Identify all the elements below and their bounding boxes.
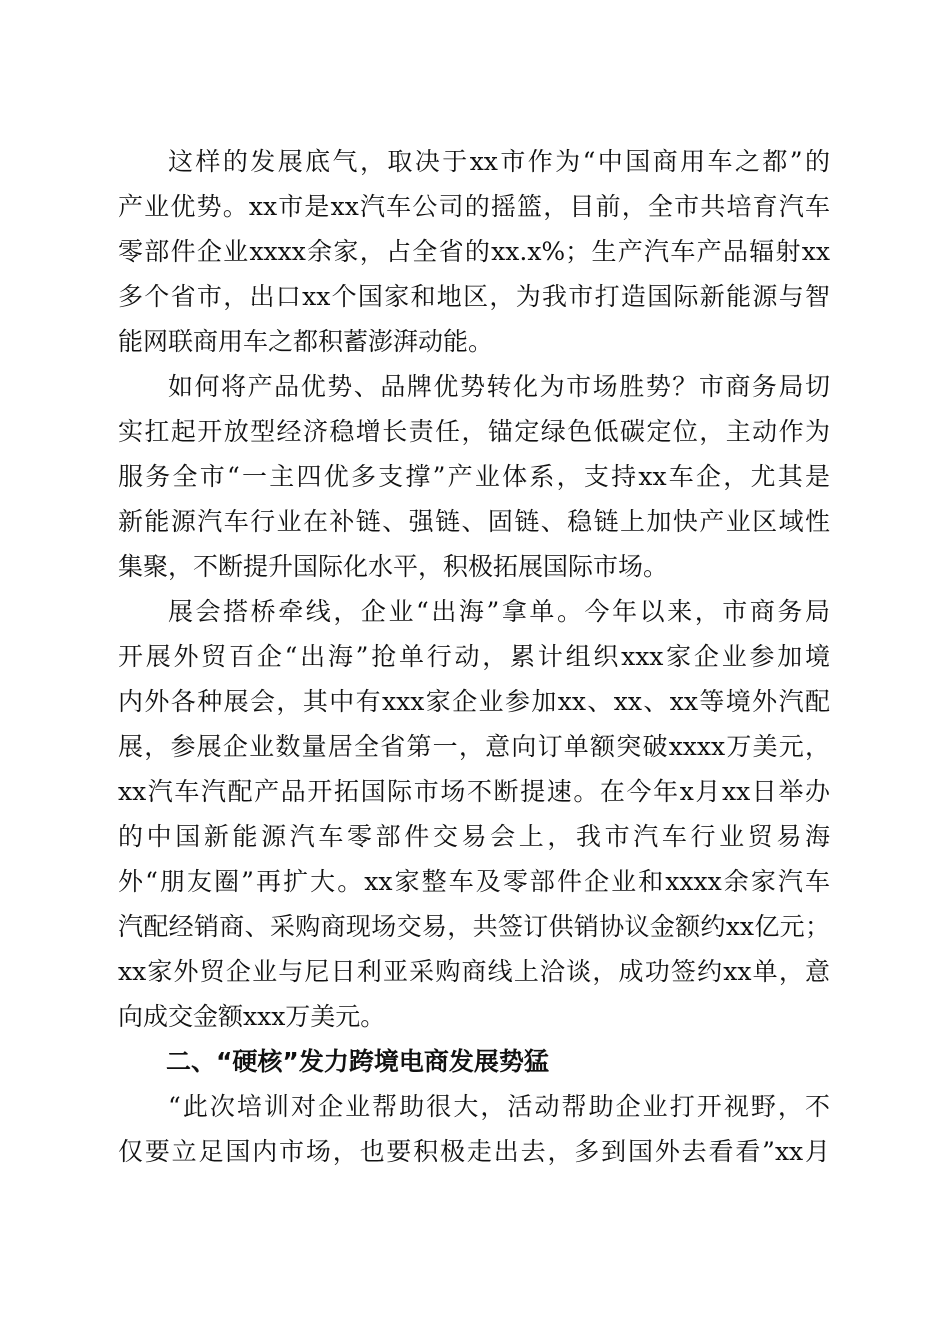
paragraph-line: 展会搭桥牵线，企业“出海”拿单。今年以来，市商务局 [168,597,830,626]
paragraph-line: 仅要立足国内市场，也要积极走出去，多到国外去看看”xx月 [118,1137,830,1166]
paragraph-line: 集聚，不断提升国际化水平，积极拓展国际市场。 [118,552,669,581]
paragraph-line: 实扛起开放型经济稳增长责任，锚定绿色低碳定位，主动作为 [118,417,830,446]
paragraph-line: 多个省市，出口xx个国家和地区，为我市打造国际新能源与智 [118,282,830,311]
paragraph-line: xx汽车汽配产品开拓国际市场不断提速。在今年x月xx日举办 [118,777,830,806]
paragraph-line: 这样的发展底气，取决于xx市作为“中国商用车之都”的 [168,147,830,176]
paragraph-line: 汽配经销商、采购商现场交易，共签订供销协议金额约xx亿元； [118,912,830,941]
paragraph-line: 服务全市“一主四优多支撑”产业体系，支持xx车企，尤其是 [118,462,830,491]
paragraph-line: 开展外贸百企“出海”抢单行动，累计组织xxx家企业参加境 [118,642,830,671]
section-heading: 二、“硬核”发力跨境电商发展势猛 [166,1047,549,1076]
paragraph-line: 零部件企业xxxx余家，占全省的xx.x%；生产汽车产品辐射xx [118,237,830,266]
paragraph-line: 外“朋友圈”再扩大。xx家整车及零部件企业和xxxx余家汽车 [118,867,830,896]
paragraph-line: “此次培训对企业帮助很大，活动帮助企业打开视野，不 [168,1092,830,1121]
paragraph-line: 如何将产品优势、品牌优势转化为市场胜势？市商务局切 [168,372,830,401]
paragraph-line: 向成交金额xxx万美元。 [118,1002,386,1031]
paragraph-line: 产业优势。xx市是xx汽车公司的摇篮，目前，全市共培育汽车 [118,192,830,221]
paragraph-line: 的中国新能源汽车零部件交易会上，我市汽车行业贸易海 [118,822,830,851]
paragraph-line: 内外各种展会，其中有xxx家企业参加xx、xx、xx等境外汽配 [118,687,830,716]
paragraph-line: 展，参展企业数量居全省第一，意向订单额突破xxxx万美元， [118,732,830,761]
paragraph-line: xx家外贸企业与尼日利亚采购商线上洽谈，成功签约xx单，意 [118,957,830,986]
paragraph-line: 新能源汽车行业在补链、强链、固链、稳链上加快产业区域性 [118,507,830,536]
paragraph-line: 能网联商用车之都积蓄澎湃动能。 [118,327,494,356]
